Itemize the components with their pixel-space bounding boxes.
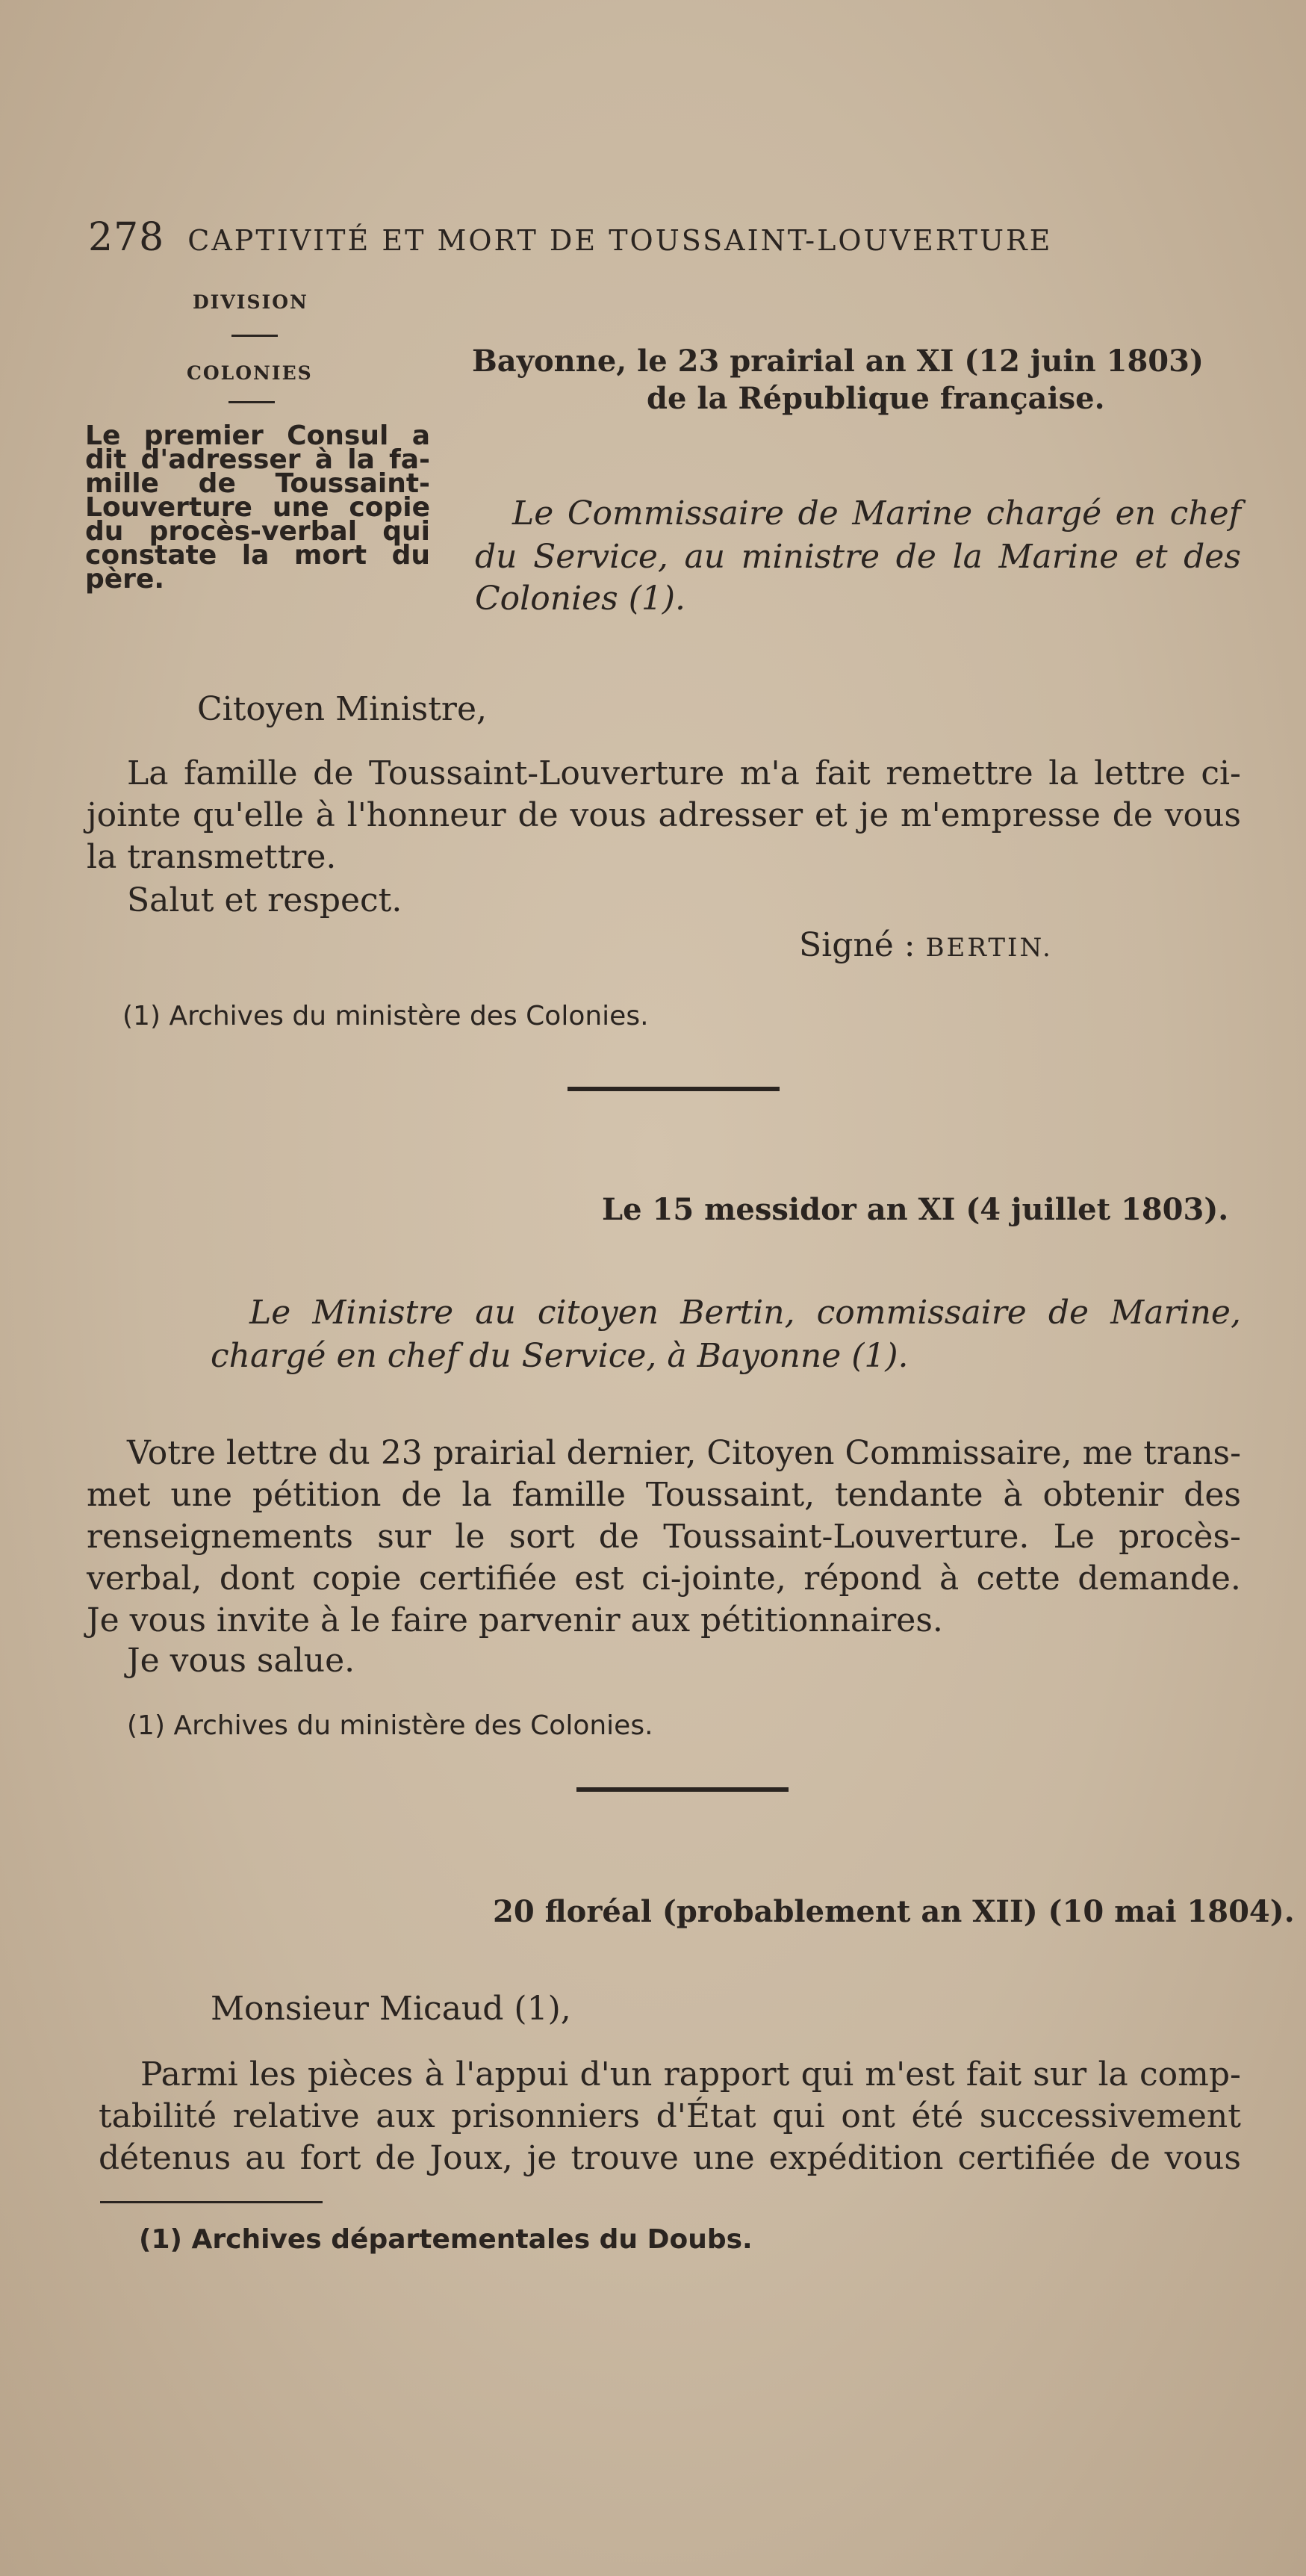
word: Votre bbox=[127, 1434, 216, 1472]
word: le bbox=[455, 1518, 485, 1556]
page-number: 278 bbox=[88, 215, 165, 260]
word: à bbox=[1003, 1476, 1023, 1514]
word: fait bbox=[965, 2055, 1022, 2094]
letter2-body-line bbox=[87, 1518, 1241, 1556]
word: Toussaint-Louverture. bbox=[663, 1518, 1030, 1556]
word: Citoyen bbox=[706, 1434, 835, 1472]
word: remettre bbox=[886, 754, 1033, 792]
word: relative bbox=[232, 2097, 360, 2135]
word: copie bbox=[349, 492, 430, 523]
word: qui bbox=[772, 2097, 825, 2135]
word: vous bbox=[1164, 2139, 1241, 2177]
word: Marine bbox=[852, 494, 973, 533]
word: et bbox=[1134, 538, 1168, 576]
word: de bbox=[401, 1476, 442, 1514]
word: procès-verbal bbox=[149, 516, 358, 547]
word: premier bbox=[143, 420, 264, 451]
word: ministre bbox=[741, 538, 880, 576]
letter1-heading-line bbox=[475, 538, 1241, 576]
letter1-body-line bbox=[127, 754, 1241, 792]
letter1-body-line bbox=[87, 796, 1241, 834]
word: fait bbox=[815, 754, 871, 792]
word: qui bbox=[800, 2055, 854, 2094]
word: une bbox=[272, 492, 329, 523]
word: d'un bbox=[579, 2055, 653, 2094]
word: d'adresser bbox=[140, 444, 301, 475]
word: cette bbox=[976, 1559, 1060, 1598]
word: du bbox=[85, 516, 124, 547]
word: l'appui bbox=[455, 2055, 569, 2094]
word: trans- bbox=[1143, 1434, 1241, 1472]
letter1-footnote: (1) Archives du ministère des Colonies. bbox=[122, 1001, 649, 1031]
word: dit bbox=[85, 444, 127, 475]
word: Consul bbox=[287, 420, 389, 451]
word: procès- bbox=[1119, 1518, 1241, 1556]
word: me bbox=[1082, 1434, 1134, 1472]
letter3-body-line bbox=[99, 2097, 1241, 2135]
word: chargé bbox=[986, 494, 1102, 533]
word: Commissaire, bbox=[845, 1434, 1072, 1472]
word: en bbox=[1115, 494, 1157, 533]
word: ci-jointe, bbox=[641, 1559, 786, 1598]
word: sort bbox=[509, 1518, 575, 1556]
word: famille bbox=[511, 1476, 626, 1514]
word: une bbox=[692, 2139, 755, 2177]
word: ont bbox=[841, 2097, 895, 2135]
word: de bbox=[313, 754, 354, 792]
word: a bbox=[411, 420, 430, 451]
word: verbal, bbox=[87, 1559, 202, 1598]
word: est bbox=[574, 1559, 624, 1598]
word: famille bbox=[184, 754, 298, 792]
word: renseignements bbox=[87, 1518, 354, 1556]
letter1-closing: Salut et respect. bbox=[127, 881, 402, 919]
divider bbox=[231, 335, 278, 337]
word: met bbox=[87, 1476, 151, 1514]
word: Ministre bbox=[312, 1294, 454, 1332]
word: répond bbox=[803, 1559, 922, 1598]
word: pétition bbox=[252, 1476, 382, 1514]
letter1-signature bbox=[799, 926, 1053, 964]
word: des bbox=[1184, 538, 1241, 576]
word: certifiée bbox=[957, 2139, 1096, 2177]
word: vous bbox=[1164, 796, 1241, 834]
word: copie bbox=[311, 1559, 402, 1598]
word: de bbox=[598, 1518, 639, 1556]
word: fa- bbox=[389, 444, 430, 475]
word: lettre bbox=[226, 1434, 318, 1472]
word: de bbox=[1110, 2139, 1151, 2177]
word: qu'elle bbox=[193, 796, 304, 834]
word: fort bbox=[299, 2139, 361, 2177]
word: obtenir bbox=[1042, 1476, 1164, 1514]
word: la bbox=[461, 1476, 492, 1514]
word: vous bbox=[570, 796, 647, 834]
word: mille bbox=[85, 468, 159, 499]
word: chef bbox=[1169, 494, 1241, 533]
letter1-heading-line: Colonies (1). bbox=[475, 580, 686, 618]
letter2-date: Le 15 messidor an XI (4 juillet 1803). bbox=[602, 1192, 1229, 1227]
word: ci- bbox=[1201, 754, 1241, 792]
word: citoyen bbox=[537, 1294, 659, 1332]
word: Toussaint- bbox=[275, 468, 430, 499]
word: du bbox=[328, 1434, 370, 1472]
word: Toussaint-Louverture bbox=[369, 754, 725, 792]
letter2-body-line bbox=[127, 1434, 1241, 1472]
word: à bbox=[314, 444, 334, 475]
section-separator bbox=[576, 1787, 789, 1792]
letter1-heading-line bbox=[512, 494, 1241, 533]
footnote-separator bbox=[100, 2201, 323, 2203]
margin-note bbox=[85, 420, 430, 595]
word: Marine bbox=[998, 538, 1119, 576]
word: je bbox=[859, 796, 889, 834]
word: sur bbox=[377, 1518, 432, 1556]
word: du bbox=[391, 540, 430, 571]
signature-name: BERTIN. bbox=[925, 933, 1053, 963]
word: Le bbox=[249, 1294, 291, 1332]
word: qui bbox=[382, 516, 430, 547]
letter2-body-line: Je vous invite à le faire parvenir aux pétitionnaires. bbox=[87, 1601, 943, 1639]
word: Le bbox=[1053, 1518, 1095, 1556]
word: trouve bbox=[570, 2139, 679, 2177]
word: lettre bbox=[1094, 754, 1186, 792]
word: de bbox=[895, 538, 936, 576]
word: demande. bbox=[1078, 1559, 1241, 1598]
word: de bbox=[1048, 1294, 1089, 1332]
word: les bbox=[249, 2055, 296, 2094]
word: mort bbox=[293, 540, 367, 571]
letter2-footnote: (1) Archives du ministère des Colonies. bbox=[127, 1710, 653, 1741]
word: une bbox=[170, 1476, 233, 1514]
colonies-label: COLONIES bbox=[187, 362, 313, 384]
word: la bbox=[241, 540, 270, 571]
word: à bbox=[315, 796, 335, 834]
word: tabilité bbox=[99, 2097, 217, 2135]
word: au bbox=[245, 2139, 286, 2177]
divider bbox=[228, 401, 275, 403]
word: la bbox=[952, 538, 983, 576]
word: des bbox=[1184, 1476, 1241, 1514]
letter3-footnote: (1) Archives départementales du Doubs. bbox=[139, 2224, 753, 2255]
signature-prefix: Signé : bbox=[799, 926, 926, 964]
letter2-body-line bbox=[87, 1476, 1241, 1514]
word: m'empresse bbox=[900, 796, 1101, 834]
word: La bbox=[127, 754, 169, 792]
word: je bbox=[526, 2139, 557, 2177]
word: de bbox=[517, 796, 559, 834]
word: au bbox=[475, 1294, 516, 1332]
letter1-date-line2: de la République française. bbox=[647, 381, 1105, 416]
word: Service, bbox=[533, 538, 668, 576]
letter3-salutation: Monsieur Micaud (1), bbox=[211, 1990, 571, 2028]
word: l'honneur bbox=[346, 796, 506, 834]
word: comp- bbox=[1139, 2055, 1241, 2094]
word: à bbox=[939, 1559, 960, 1598]
division-label: DIVISION bbox=[193, 291, 308, 313]
word: pièces bbox=[307, 2055, 414, 2094]
word: Le bbox=[85, 420, 121, 451]
word: certifiée bbox=[418, 1559, 557, 1598]
letter2-heading-line: chargé en chef du Service, à Bayonne (1). bbox=[211, 1337, 909, 1375]
word: Parmi bbox=[140, 2055, 238, 2094]
word: m'a bbox=[739, 754, 800, 792]
word: et bbox=[814, 796, 848, 834]
word: rapport bbox=[663, 2055, 790, 2094]
letter1-body-line: la transmettre. bbox=[87, 838, 337, 876]
word: Toussaint, bbox=[645, 1476, 815, 1514]
word: du bbox=[475, 538, 517, 576]
word: à bbox=[424, 2055, 444, 2094]
word: Louverture bbox=[85, 492, 252, 523]
word: Joux, bbox=[429, 2139, 513, 2177]
word: au bbox=[684, 538, 726, 576]
running-title: CAPTIVITÉ ET MORT DE TOUSSAINT-LOUVERTURE bbox=[187, 224, 1053, 257]
margin-note-line: père. bbox=[85, 564, 165, 595]
word: la bbox=[347, 444, 375, 475]
word: été bbox=[911, 2097, 964, 2135]
letter1-salutation: Citoyen Ministre, bbox=[197, 690, 487, 728]
word: m'est bbox=[865, 2055, 955, 2094]
word: sur bbox=[1033, 2055, 1087, 2094]
word: dont bbox=[219, 1559, 295, 1598]
letter2-closing: Je vous salue. bbox=[127, 1642, 355, 1680]
word: de bbox=[1112, 796, 1153, 834]
word: expédition bbox=[768, 2139, 944, 2177]
word: constate bbox=[85, 540, 217, 571]
word: aux bbox=[376, 2097, 435, 2135]
word: de bbox=[797, 494, 839, 533]
word: Bertin, bbox=[680, 1294, 795, 1332]
running-header bbox=[88, 215, 1052, 260]
word: la bbox=[1048, 754, 1079, 792]
word: adresser bbox=[658, 796, 803, 834]
word: dernier, bbox=[566, 1434, 697, 1472]
word: la bbox=[1098, 2055, 1128, 2094]
letter2-body-line bbox=[87, 1559, 1241, 1598]
word: tendante bbox=[835, 1476, 983, 1514]
word: 23 bbox=[380, 1434, 423, 1472]
word: Marine, bbox=[1110, 1294, 1241, 1332]
word: d'État bbox=[656, 2097, 756, 2135]
word: Le bbox=[512, 494, 554, 533]
section-separator bbox=[568, 1087, 780, 1091]
word: détenus bbox=[99, 2139, 231, 2177]
letter2-heading-line bbox=[249, 1294, 1241, 1332]
word: jointe bbox=[87, 796, 181, 834]
word: prairial bbox=[432, 1434, 556, 1472]
letter1-date-line1: Bayonne, le 23 prairial an XI (12 juin 1803) bbox=[472, 344, 1204, 379]
letter3-body-line bbox=[140, 2055, 1241, 2094]
word: commissaire bbox=[816, 1294, 1027, 1332]
letter3-date: 20 floréal (probablement an XII) (10 mai 1804). bbox=[493, 1894, 1295, 1929]
word: prisonniers bbox=[451, 2097, 640, 2135]
word: de bbox=[198, 468, 236, 499]
word: Commissaire bbox=[567, 494, 785, 533]
word: de bbox=[375, 2139, 416, 2177]
letter3-body-line bbox=[99, 2139, 1241, 2177]
word: successivement bbox=[979, 2097, 1241, 2135]
